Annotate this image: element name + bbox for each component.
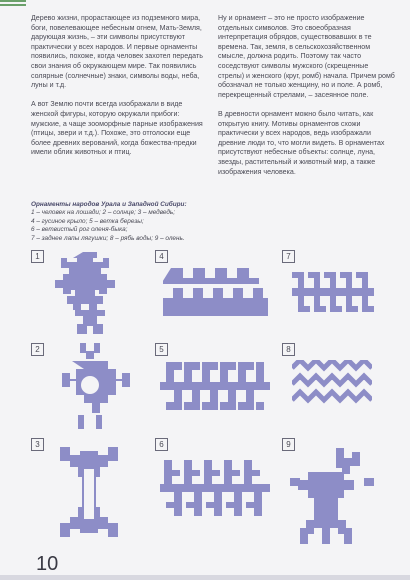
ornament-number: 7 (282, 250, 295, 263)
ornament-number: 3 (31, 438, 44, 451)
ornament-number: 6 (155, 438, 168, 451)
goose-wing-ornament-4 (163, 268, 268, 316)
left-text-column (31, 14, 211, 168)
deer-ornament-9 (290, 448, 374, 544)
caption-line: 6 – ветвистый рог оленя-быка; (31, 226, 128, 234)
ornament-number: 9 (282, 438, 295, 451)
ornament-number: 1 (31, 250, 44, 263)
ornament-number: 5 (155, 343, 168, 356)
ornament-number: 2 (31, 343, 44, 356)
figure-caption (31, 201, 231, 243)
frog-legs-ornament-7 (292, 268, 374, 320)
paragraph: Дерево жизни, прорастающее из подземного мира, боги, повелевающее небесным огнем, Мать-Земля, дарующая жизнь, – эти символы присутствуют практически у всех народов. И первые орнаменты появились, похоже, когда человек захотел передать свои знания об окружающем мире. Так появились солярные (солнечные) знаки, символы воды, неба, луны и т.д. (31, 14, 203, 90)
ornament-number: 8 (282, 343, 295, 356)
water-ripples-ornament-8 (292, 360, 372, 410)
deer-antler-ornament-6 (160, 460, 270, 518)
caption-line: 7 – заднее лапы лягушки; 8 – рябь воды; 9 – олень. (31, 234, 185, 242)
rider-ornament-1 (55, 252, 125, 334)
caption-line: 4 – гусиное крыло; 5 – ветка березы; (31, 217, 144, 225)
footer-bar (0, 575, 410, 580)
corner-stripe-decoration (0, 0, 26, 8)
ornament-number: 4 (155, 250, 168, 263)
sun-ornament-2 (50, 343, 130, 429)
paragraph: А вот Землю почти всегда изображали в виде женской фигуры, которую окружали прибоги: мужские, а чаще зооморфные парные изображения (птицы, звери и т.д.). Похоже, это отголоски еще более древних верований, когда божества-предки имели облик животных и птиц. (31, 100, 203, 157)
birch-branch-ornament-5 (160, 358, 270, 414)
caption-title: Орнаменты народов Урала и Западной Сибири: (31, 201, 187, 208)
page-number: 10 (36, 553, 59, 575)
bear-ornament-3 (52, 447, 126, 543)
paragraph: В древности орнамент можно было читать, как открытую книгу. Мотивы орнаментов схожи практически у всех народов, ведь изображали древние люди то, что могли видеть. В орнаментах присутствуют небесные объекты: солнце, луна, звезды, растительный и животный мир, а также изображения человека. (218, 109, 385, 176)
paragraph: Ну и орнамент – это не просто изображение отдельных символов. Это своеобразная интерпретация обрядов, существовавших в те времена. Так, земля, в сельскохозяйственном смысле, должна родить. Поэтому так часто соседствуют символы мужского (скрещенные стрелы) и женского (круг, ромб) начала. Причем ромб обозначал не только женщину, но и поле. А ромб, перекрещенный стрелами, – засеянное поле. (218, 14, 395, 99)
caption-line: 1 – человек на лошади; 2 – солнце; 3 – медведь; (31, 209, 176, 217)
right-text-column (218, 14, 396, 187)
